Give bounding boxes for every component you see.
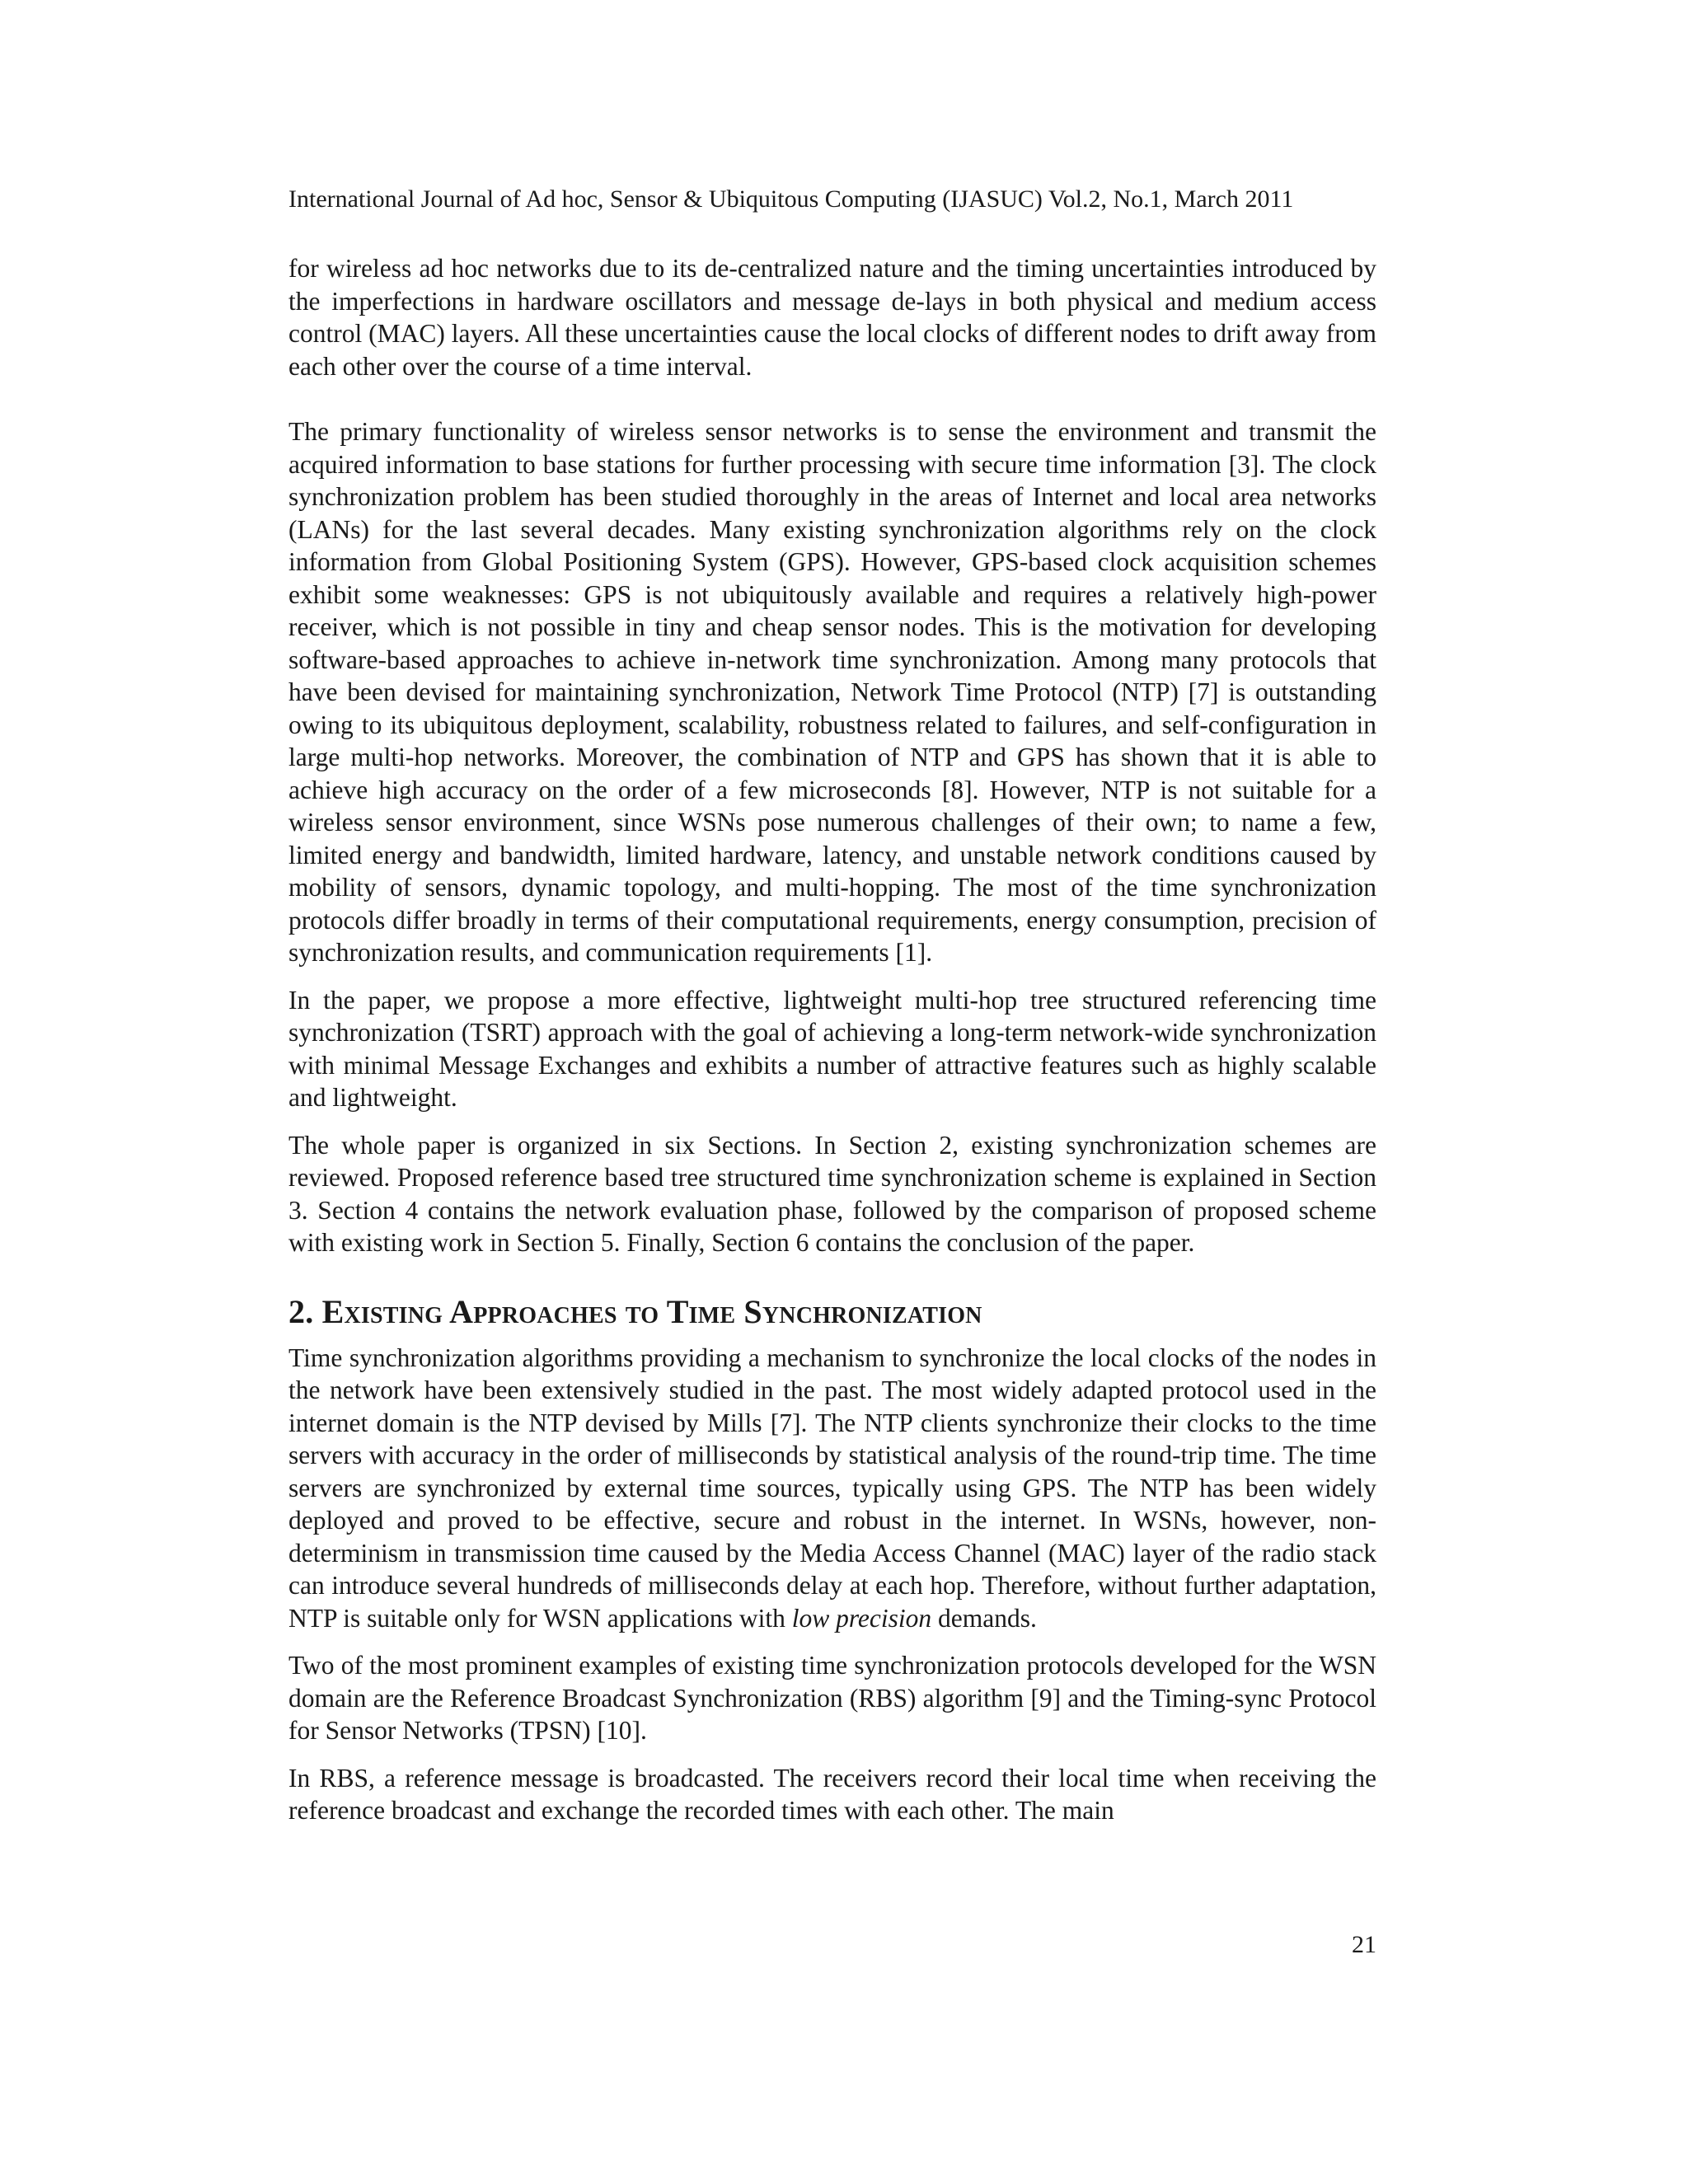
paragraph-continuation: for wireless ad hoc networks due to its de-centralized nature and the timing uncertainties introduced by the imperfections in hardware oscillators and message de-lays in both physical and medium access control (MAC) layers. All these uncertainties cause the local clocks of different nodes to drift away from each other over the course of a time interval. [288,254,1376,381]
document-page [288,0,1376,2184]
paragraph-text: Time synchronization algorithms providing a mechanism to synchronize the local clocks of the nodes in the network have been extensively studied in the past. The most widely adapted protocol used in the internet domain is the NTP devised by Mills [7]. The NTP clients synchronize their clocks to the time servers with accuracy in the order of milliseconds by statistical analysis of the round-trip time. The time servers are synchronized by external time sources, typically using GPS. The NTP has been widely deployed and proved to be effective, secure and robust in the internet. In WSNs, however, non-determinism in transmission time caused by the Media Access Channel (MAC) layer of the radio stack can introduce several hundreds of milliseconds delay at each hop. Therefore, without further adaptation, NTP is suitable only for WSN applications with [288,1343,1376,1633]
emphasis-text: low precision [791,1603,932,1633]
paragraph-gps-ntp: The primary functionality of wireless sensor networks is to sense the environment and transmit the acquired information to base stations for further processing with secure time information [3]. The clock synchronization problem has been studied thoroughly in the areas of Internet and local area networks (LANs) for the last several decades. Many existing synchronization algorithms rely on the clock information from Global Positioning System (GPS). However, GPS-based clock acquisition schemes exhibit some weaknesses: GPS is not ubiquitously available and requires a relatively high-power receiver, which is not possible in tiny and cheap sensor nodes. This is the motivation for developing software-based approaches to achieve in-network time synchronization. Among many protocols that have been devised for maintaining synchronization, Network Time Protocol (NTP) [7] is outstanding owing to its ubiquitous deployment, scalability, robustness related to failures, and self-configuration in large multi-hop networks. Moreover, the combination of NTP and GPS has shown that it is able to achieve high accuracy on the order of a few microseconds [8]. However, NTP is not suitable for a wireless sensor environment, since WSNs pose numerous challenges of their own; to name a few, limited energy and bandwidth, limited hardware, latency, and unstable network conditions caused by mobility of sensors, dynamic topology, and multi-hopping. The most of the time synchronization protocols differ broadly in terms of their computational requirements, energy consumption, precision of synchronization results, and communication requirements [1]. [288,417,1376,967]
page-number: 21 [1352,1931,1376,1958]
paragraph-existing-approaches [288,1342,1376,1635]
paragraph-text-end: demands. [931,1603,1037,1633]
paragraph-rbs: In RBS, a reference message is broadcasted. The receivers record their local time when receiving the reference broadcast and exchange the recorded times with each other. The main [288,1763,1376,1825]
running-header: International Journal of Ad hoc, Sensor & Ubiquitous Computing (IJASUC) Vol.2, No.1, March 2011 [288,185,1294,213]
paragraph-proposal: In the paper, we propose a more effective, lightweight multi-hop tree structured referencing time synchronization (TSRT) approach with the goal of achieving a long-term network-wide synchronization with minimal Message Exchanges and exhibits a number of attractive features such as highly scalable and lightweight. [288,985,1376,1112]
paragraph-organization: The whole paper is organized in six Sections. In Section 2, existing synchronization schemes are reviewed. Proposed reference based tree structured time synchronization scheme is explained in Section 3. Section 4 contains the network evaluation phase, followed by the comparison of proposed scheme with existing work in Section 5. Finally, Section 6 contains the conclusion of the paper. [288,1130,1376,1257]
paragraph-rbs-tpsn: Two of the most prominent examples of existing time synchronization protocols developed for the WSN domain are the Reference Broadcast Synchronization (RBS) algorithm [9] and the Timing-sync Protocol for Sensor Networks (TPSN) [10]. [288,1651,1376,1745]
body-text [288,252,1376,1842]
section-heading: 2. Existing Approaches to Time Synchronization [288,1292,982,1330]
